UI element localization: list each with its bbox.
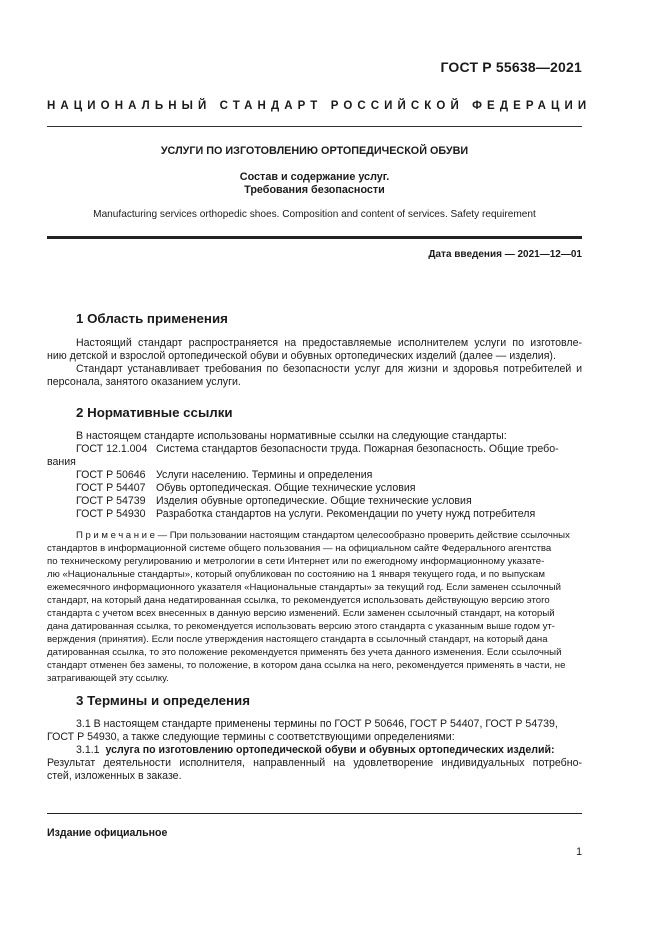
reference-title: Обувь ортопедическая. Общие технические условия: [156, 482, 416, 494]
note-line: стандарта с учетом всех внесенных в данную версию изменений. Если заменен ссылочный стандарт, на который: [47, 608, 555, 619]
section-3-para-1-line-2: ГОСТ Р 54930, а также следующие термины с соответствующими определениями:: [47, 731, 455, 743]
reference-title: Услуги населению. Термины и определения: [156, 469, 373, 481]
note-line: датированная ссылка, то это положение рекомендуется применять без учета данного изменения. Если ссылочный: [47, 647, 562, 658]
gost-number: ГОСТ Р 55638—2021: [440, 59, 582, 75]
section-1-para-2-line-2: персонала, занятого оказанием услуги.: [47, 376, 241, 388]
reference-title: Система стандартов безопасности труда. Пожарная безопасность. Общие требо-: [156, 443, 559, 455]
page-number: 1: [576, 846, 582, 858]
note-line: затрагивающей эту ссылку.: [47, 673, 169, 684]
reference-item: [76, 495, 472, 507]
note-line: по техническому регулированию и метрологии в сети Интернет или по ежегодному информационному указате-: [47, 556, 545, 567]
section-1-para-2-line-1: Стандарт устанавливает требования по безопасности услуг для жизни и здоровья потребителей и: [76, 363, 582, 375]
official-edition-label: Издание официальное: [47, 827, 168, 839]
term: услуга по изготовлению ортопедической обуви и обувных ортопедических изделий:: [105, 744, 555, 756]
header-divider: [47, 126, 582, 127]
term-definition-line-2: стей, изложенных в заказе.: [47, 770, 182, 782]
note-line: лю «Национальные стандарты», который опубликован по состоянию на 1 января текущего года, и по выпускам: [47, 569, 545, 580]
note-line: стандартов в информационной системе общего пользования — на официальном сайте Федерального агентства: [47, 543, 552, 554]
term-definition-heading: [76, 744, 582, 757]
reference-item: [76, 443, 582, 455]
reference-code: ГОСТ Р 54407: [76, 482, 146, 494]
national-standard-banner: НАЦИОНАЛЬНЫЙ СТАНДАРТ РОССИЙСКОЙ ФЕДЕРАЦИИ: [47, 100, 592, 112]
footer-divider: [47, 813, 582, 814]
title-divider: [47, 236, 582, 239]
note-line: ежемесячного информационного указателя «Национальные стандарты» за текущий год. Если заменен ссылочный: [47, 582, 561, 593]
term-number: 3.1.1: [76, 744, 100, 756]
reference-item: [76, 469, 372, 481]
note-line: стандарт, на который дана недатированная ссылка, то рекомендуется использовать действующую версию этого: [47, 595, 550, 606]
reference-code: ГОСТ Р 54739: [76, 495, 146, 507]
section-3-heading: 3 Термины и определения: [76, 693, 250, 708]
section-1-heading: 1 Область применения: [76, 311, 228, 326]
english-title: Manufacturing services orthopedic shoes. Composition and content of services. Safety requirement: [93, 209, 536, 220]
note-line: дана датированная ссылка, то рекомендуется использовать версию этого стандарта с указанным выше годом ут-: [47, 621, 556, 632]
reference-item-continuation: вания: [47, 456, 76, 468]
section-1-para-1-line-1: Настоящий стандарт распространяется на предоставляемые исполнителем услуги по изготовле-: [76, 337, 582, 349]
term-definition-line-1: Результат деятельности исполнителя, направленный на удовлетворение индивидуальных потребно-: [47, 757, 582, 769]
document-subtitle-1: Состав и содержание услуг.: [239, 171, 390, 183]
reference-title: Изделия обувные ортопедические. Общие технические условия: [156, 495, 472, 507]
reference-item: [76, 482, 416, 494]
section-3-para-1-line-1: 3.1 В настоящем стандарте применены термины по ГОСТ Р 50646, ГОСТ Р 54407, ГОСТ Р 54739,: [76, 718, 558, 730]
document-subtitle-2: Требования безопасности: [244, 184, 385, 196]
reference-item: [76, 508, 535, 520]
section-2-heading: 2 Нормативные ссылки: [76, 405, 233, 420]
note-line: стандарт отменен без замены, то положение, в котором дана ссылка на него, рекомендуется применять в части, не: [47, 660, 566, 671]
reference-code: ГОСТ Р 54930: [76, 508, 146, 520]
note-line: верждения (принятия). Если после утверждения настоящего стандарта в ссылочный стандарт, на который дана: [47, 634, 548, 645]
reference-code: ГОСТ Р 50646: [76, 469, 146, 481]
section-1-para-1-line-2: нию детской и взрослой ортопедической обуви и обувных ортопедических изделий (далее — изделия).: [47, 350, 556, 362]
document-title: УСЛУГИ ПО ИЗГОТОВЛЕНИЮ ОРТОПЕДИЧЕСКОЙ ОБУВИ: [160, 145, 469, 157]
note-label: Примечание: [76, 530, 158, 541]
section-2-intro: В настоящем стандарте использованы нормативные ссылки на следующие стандарты:: [76, 430, 507, 442]
introduction-date: Дата введения — 2021—12—01: [428, 249, 582, 260]
reference-code: ГОСТ 12.1.004: [76, 443, 148, 455]
reference-title: Разработка стандартов на услуги. Рекомендации по учету нужд потребителя: [156, 508, 536, 520]
note-line: Примечание— При пользовании настоящим стандартом целесообразно проверить действие ссылочных: [76, 530, 570, 541]
